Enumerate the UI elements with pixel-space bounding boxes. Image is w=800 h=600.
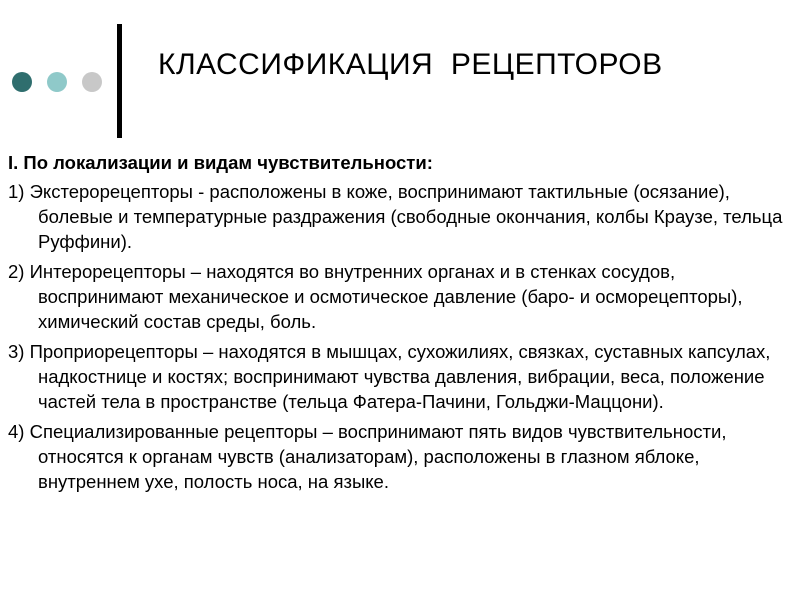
- slide-content: [8, 150, 792, 499]
- list-item-exteroreceptors: 1) Экстерорецепторы - расположены в коже, воспринимают тактильные (осязание), болевые и температурные раздражения (свободные окончания, колбы Краузе, тельца Руффини).: [8, 181, 783, 252]
- list-item-interoreceptors: 2) Интерорецепторы – находятся во внутренних органах и в стенках сосудов, воспринимают механическое и осмотическое давление (баро- и осморецепторы), химический состав среды, боль.: [8, 261, 743, 332]
- list-item-proprioreceptors: 3) Проприорецепторы – находятся в мышцах, сухожилиях, связках, суставных капсулах, надкостнице и костях; воспринимают чувства давления, вибрации, веса, положение частей тела в пространстве (тельца Фатера-Пачини, Гольджи-Маццони).: [8, 341, 771, 412]
- decorative-dots: [12, 72, 102, 92]
- section-heading: I. По локализации и видам чувствительности:: [8, 152, 433, 173]
- slide-title: КЛАССИФИКАЦИЯ РЕЦЕПТОРОВ: [158, 48, 663, 81]
- gray-dot-icon: [82, 72, 102, 92]
- light-teal-dot-icon: [47, 72, 67, 92]
- dark-teal-dot-icon: [12, 72, 32, 92]
- list-item-specialized-receptors: 4) Специализированные рецепторы – воспринимают пять видов чувствительности, относятся к органам чувств (анализаторам), расположены в глазном яблоке, внутреннем ухе, полость носа, на языке.: [8, 421, 727, 492]
- title-divider-line: [117, 24, 122, 138]
